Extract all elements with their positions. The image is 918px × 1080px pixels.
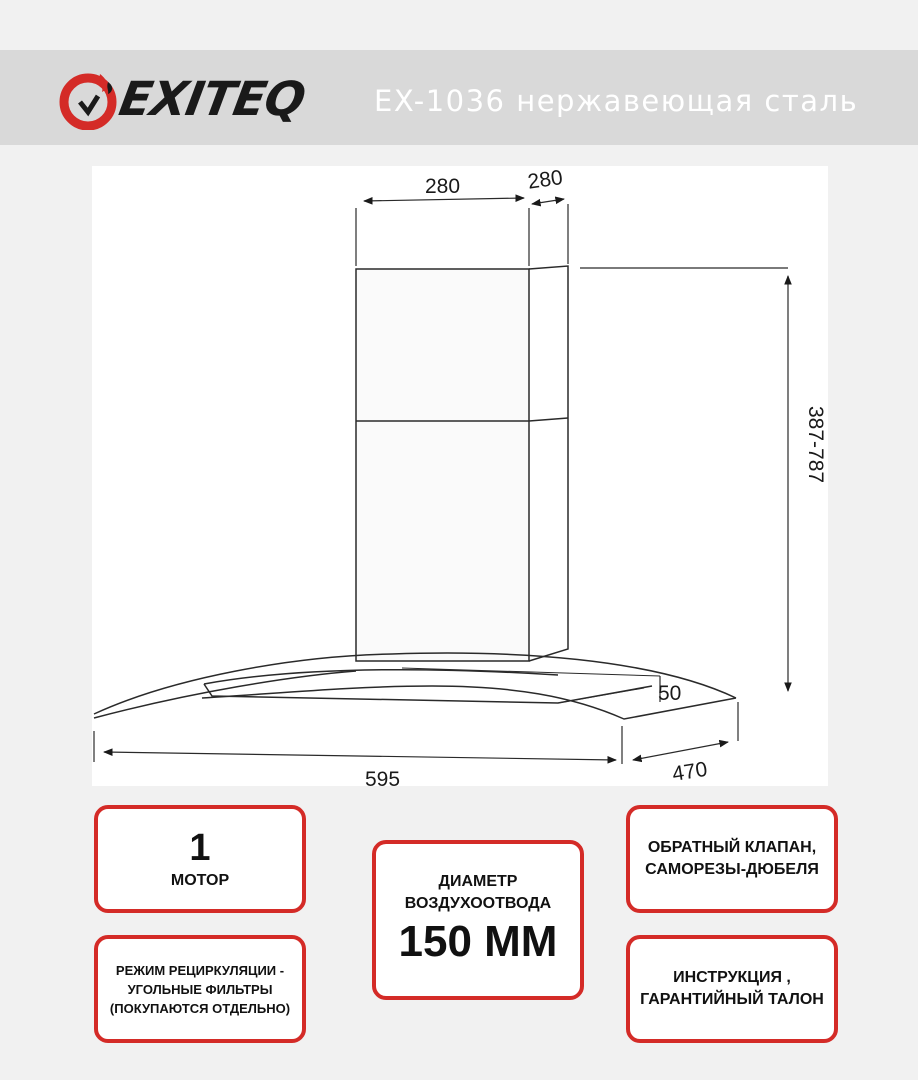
card-diameter <box>372 840 584 1000</box>
diameter-value: 150 ММ <box>398 917 558 966</box>
manual-line-2: ГАРАНТИЙНЫЙ ТАЛОН <box>640 991 824 1008</box>
model-title: EX-1036 нержавеющая сталь <box>374 84 859 118</box>
valve-line-2: САМОРЕЗЫ-ДЮБЕЛЯ <box>645 861 819 878</box>
hood-outline <box>94 266 736 719</box>
dim-canopy-thickness: 50 <box>658 682 682 705</box>
manual-line-1: ИНСТРУКЦИЯ , <box>673 969 791 986</box>
motor-count: 1 <box>189 827 211 869</box>
card-manual <box>626 935 838 1043</box>
motor-label: МОТОР <box>170 872 230 889</box>
brand-logo <box>58 68 348 130</box>
technical-drawing <box>92 166 828 786</box>
card-motor <box>94 805 306 913</box>
diameter-line-1: ДИАМЕТР <box>438 873 518 890</box>
card-recirculation <box>94 935 306 1043</box>
valve-line-1: ОБРАТНЫЙ КЛАПАН, <box>647 839 817 856</box>
recirculation-line-2: УГОЛЬНЫЕ ФИЛЬТРЫ <box>127 981 273 997</box>
dim-height: 387-787 <box>804 406 827 484</box>
dim-total-width: 595 <box>365 768 401 786</box>
hood-diagram <box>92 166 828 786</box>
brand-name: EXITEQ <box>115 72 309 127</box>
recirculation-line-1: РЕЖИМ РЕЦИРКУЛЯЦИИ - <box>115 962 285 978</box>
header-bar <box>0 50 918 145</box>
recirculation-line-3: (ПОКУПАЮТСЯ ОТДЕЛЬНО) <box>109 1000 291 1016</box>
dim-chimney-depth: 280 <box>526 166 565 194</box>
card-valve <box>626 805 838 913</box>
dim-total-depth: 470 <box>670 757 709 786</box>
dim-chimney-width: 280 <box>425 175 461 198</box>
diameter-line-2: ВОЗДУХООТВОДА <box>404 895 552 912</box>
